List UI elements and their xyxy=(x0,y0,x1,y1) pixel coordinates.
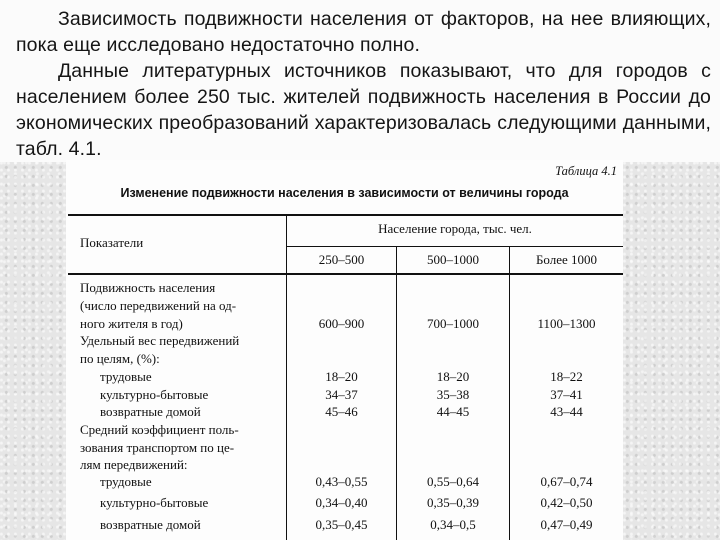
cell-value: 0,35–0,39 xyxy=(427,495,479,510)
cell-value: 0,34–0,5 xyxy=(430,517,476,532)
row-label: культурно-бытовые xyxy=(100,387,209,402)
header-col-2: 500–1000 xyxy=(427,252,479,267)
cell-value: 0,34–0,40 xyxy=(315,495,368,510)
cell-value: 600–900 xyxy=(318,316,365,331)
header-population: Население города, тыс. чел. xyxy=(378,221,532,236)
header-bottom-rule xyxy=(68,273,623,275)
cell-value: 34–37 xyxy=(325,387,358,402)
row-label: Средний коэффициент поль- xyxy=(80,422,239,437)
row-label: культурно-бытовые xyxy=(100,495,209,510)
header-col-3: Более 1000 xyxy=(535,252,598,267)
intro-text xyxy=(16,6,711,162)
cell-value: 44–45 xyxy=(436,404,470,419)
cell-value: 1100–1300 xyxy=(537,316,596,331)
cell-value: 0,55–0,64 xyxy=(427,474,479,489)
cell-value: 0,47–0,49 xyxy=(540,517,593,532)
header-col-1: 250–500 xyxy=(318,252,365,267)
cell-value: 18–20 xyxy=(436,369,470,384)
cell-value: 45–46 xyxy=(325,404,358,419)
cell-value: 18–22 xyxy=(550,369,583,384)
cell-value: 18–20 xyxy=(325,369,358,384)
cell-value: 43–44 xyxy=(550,404,583,419)
table-caption: Таблица 4.1 xyxy=(555,164,617,178)
header-sub-rule xyxy=(286,246,623,247)
row-label: Подвижность населения xyxy=(80,280,216,295)
row-label: возвратные домой xyxy=(100,404,201,419)
cell-value: 0,42–0,50 xyxy=(540,495,593,510)
cell-value: 0,43–0,55 xyxy=(315,474,368,489)
cell-value: 35–38 xyxy=(436,387,470,402)
cell-value: 37–41 xyxy=(550,387,583,402)
table-title: Изменение подвижности населения в зависимости от величины города xyxy=(120,186,569,200)
cell-value: 0,67–0,74 xyxy=(540,474,593,489)
table-top-rule xyxy=(68,214,623,216)
intro-paragraph-2: Данные литературных источников показывают, что для городов с населением более 250 тыс. жителей подвижность населения в России до экономических преобразований характеризовалась следующими данными, табл. 4.1. xyxy=(16,60,711,160)
cell-value: 0,35–0,45 xyxy=(315,517,368,532)
intro-paragraph-1: Зависимость подвижности населения от факторов, на нее влияющих, пока еще исследовано недостаточно полно. xyxy=(16,8,711,56)
row-label: возвратные домой xyxy=(100,517,201,532)
row-label: (число передвижений на од- xyxy=(80,298,237,313)
row-label: Удельный вес передвижений xyxy=(80,333,240,348)
row-label: трудовые xyxy=(100,369,152,384)
row-label: лям передвижений: xyxy=(80,457,188,472)
row-label: по целям, (%): xyxy=(80,351,160,366)
row-label: зования транспортом по це- xyxy=(80,440,235,455)
header-indicators: Показатели xyxy=(80,235,144,250)
row-label: ного жителя в год) xyxy=(80,316,183,331)
row-label: трудовые xyxy=(100,474,152,489)
cell-value: 700–1000 xyxy=(427,316,479,331)
table-page xyxy=(66,160,623,540)
